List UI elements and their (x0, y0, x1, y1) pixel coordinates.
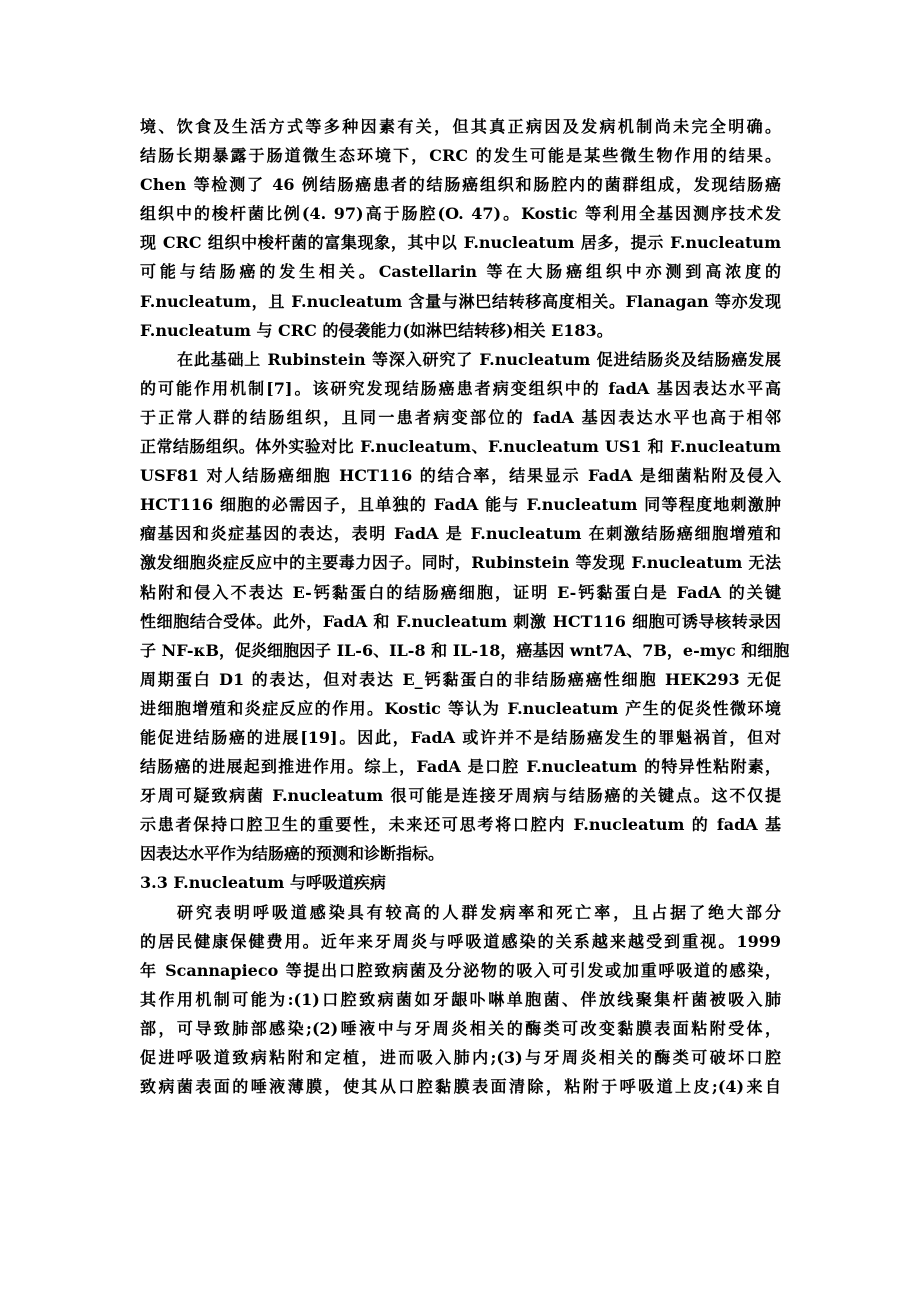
document-body (140, 112, 790, 1101)
text-line: 子 NF-κB，促炎细胞因子 IL-6、IL-8 和 IL-18，癌基因 wnt7A、7B，e-myc 和细胞 (140, 640, 790, 660)
text-line: 能促进结肠癌的进展[19]。因此，FadA 或许并不是结肠癌发生的罪魁祸首，但对 (140, 727, 781, 747)
paragraph-rubinstein-study (140, 345, 790, 869)
text-line: F.nucleatum，且 F.nucleatum 含量与淋巴结转移高度相关。Flanagan 等亦发现 (140, 291, 781, 311)
text-line: 周期蛋白 D1 的表达，但对表达 E_钙黏蛋白的非结肠癌癌性细胞 HEK293 无促 (140, 669, 781, 689)
text-line: 因表达水平作为结肠癌的预测和诊断指标。 (140, 844, 445, 864)
text-line: 性细胞结合受体。此外，FadA 和 F.nucleatum 刺激 HCT116 细胞可诱导核转录因 (140, 611, 781, 631)
text-line: 研究表明呼吸道感染具有较高的人群发病率和死亡率，且占据了绝大部分 (177, 902, 781, 922)
text-line: 境、饮食及生活方式等多种因素有关，但其真正病因及发病机制尚未完全明确。 (140, 117, 781, 136)
text-line: 在此基础上 Rubinstein 等深入研究了 F.nucleatum 促进结肠炎及结肠癌发展 (177, 349, 781, 369)
paragraph-crc-intro (140, 112, 781, 345)
text-line: 示患者保持口腔卫生的重要性，未来还可思考将口腔内 F.nucleatum 的 fadA 基 (140, 815, 781, 835)
text-line: 组织中的梭杆菌比例(4. 97)高于肠腔(O. 47)。Kostic 等利用全基因测序技术发 (140, 204, 781, 224)
text-line: 进细胞增殖和炎症反应的作用。Kostic 等认为 F.nucleatum 产生的促炎性微环境 (140, 698, 781, 718)
text-line: 其作用机制可能为:(1)口腔致病菌如牙龈卟啉单胞菌、伴放线聚集杆菌被吸入肺 (140, 989, 781, 1009)
text-line: 年 Scannapieco 等提出口腔致病菌及分泌物的吸入可引发或加重呼吸道的感染， (140, 960, 781, 980)
text-line: Chen 等检测了 46 例结肠癌患者的结肠癌组织和肠腔内的菌群组成，发现结肠癌 (140, 175, 781, 195)
paragraph-respiratory (140, 898, 781, 1102)
text-line: 于正常人群的结肠组织，且同一患者病变部位的 fadA 基因表达水平也高于相邻 (140, 407, 781, 427)
text-line: 粘附和侵入不表达 E-钙黏蛋白的结肠癌细胞，证明 E-钙黏蛋白是 FadA 的关键 (140, 582, 781, 602)
text-line: HCT116 细胞的必需因子，且单独的 FadA 能与 F.nucleatum 同等程度地刺激肿 (140, 495, 781, 515)
section-heading: 3.3 F.nucleatum 与呼吸道疾病 (140, 873, 386, 893)
text-line: 正常结肠组织。体外实验对比 F.nucleatum、F.nucleatum US1 和 F.nucleatum (140, 437, 781, 457)
text-line: 致病菌表面的唾液薄膜，使其从口腔黏膜表面清除，粘附于呼吸道上皮;(4)来自 (140, 1077, 781, 1097)
text-line: 结肠长期暴露于肠道微生态环境下，CRC 的发生可能是某些微生物作用的结果。 (140, 146, 781, 166)
text-line: 结肠癌的进展起到推进作用。综上，FadA 是口腔 F.nucleatum 的特异性粘附素， (140, 757, 781, 777)
text-line: 激发细胞炎症反应中的主要毒力因子。同时，Rubinstein 等发现 F.nucleatum 无法 (140, 553, 781, 573)
text-line: 现 CRC 组织中梭杆菌的富集现象，其中以 F.nucleatum 居多，提示 F.nucleatum (140, 233, 781, 253)
text-line: 瘤基因和炎症基因的表达，表明 FadA 是 F.nucleatum 在刺激结肠癌细胞增殖和 (140, 524, 781, 544)
text-line: 部，可导致肺部感染;(2)唾液中与牙周炎相关的酶类可改变黏膜表面粘附受体， (140, 1018, 781, 1038)
text-line: 的居民健康保健费用。近年来牙周炎与呼吸道感染的关系越来越受到重视。1999 (140, 931, 781, 951)
text-line: 的可能作用机制[7]。该研究发现结肠癌患者病变组织中的 fadA 基因表达水平高 (140, 378, 781, 398)
text-line: 促进呼吸道致病粘附和定植，进而吸入肺内;(3)与牙周炎相关的酶类可破坏口腔 (140, 1048, 781, 1067)
text-line: 牙周可疑致病菌 F.nucleatum 很可能是连接牙周病与结肠癌的关键点。这不仅提 (140, 786, 781, 806)
text-line: USF81 对人结肠癌细胞 HCT116 的结合率，结果显示 FadA 是细菌粘附及侵入 (140, 466, 781, 486)
text-line: 可能与结肠癌的发生相关。Castellarin 等在大肠癌组织中亦测到高浓度的 (140, 262, 781, 282)
text-line: F.nucleatum 与 CRC 的侵袭能力(如淋巴结转移)相关 E183。 (140, 320, 613, 340)
